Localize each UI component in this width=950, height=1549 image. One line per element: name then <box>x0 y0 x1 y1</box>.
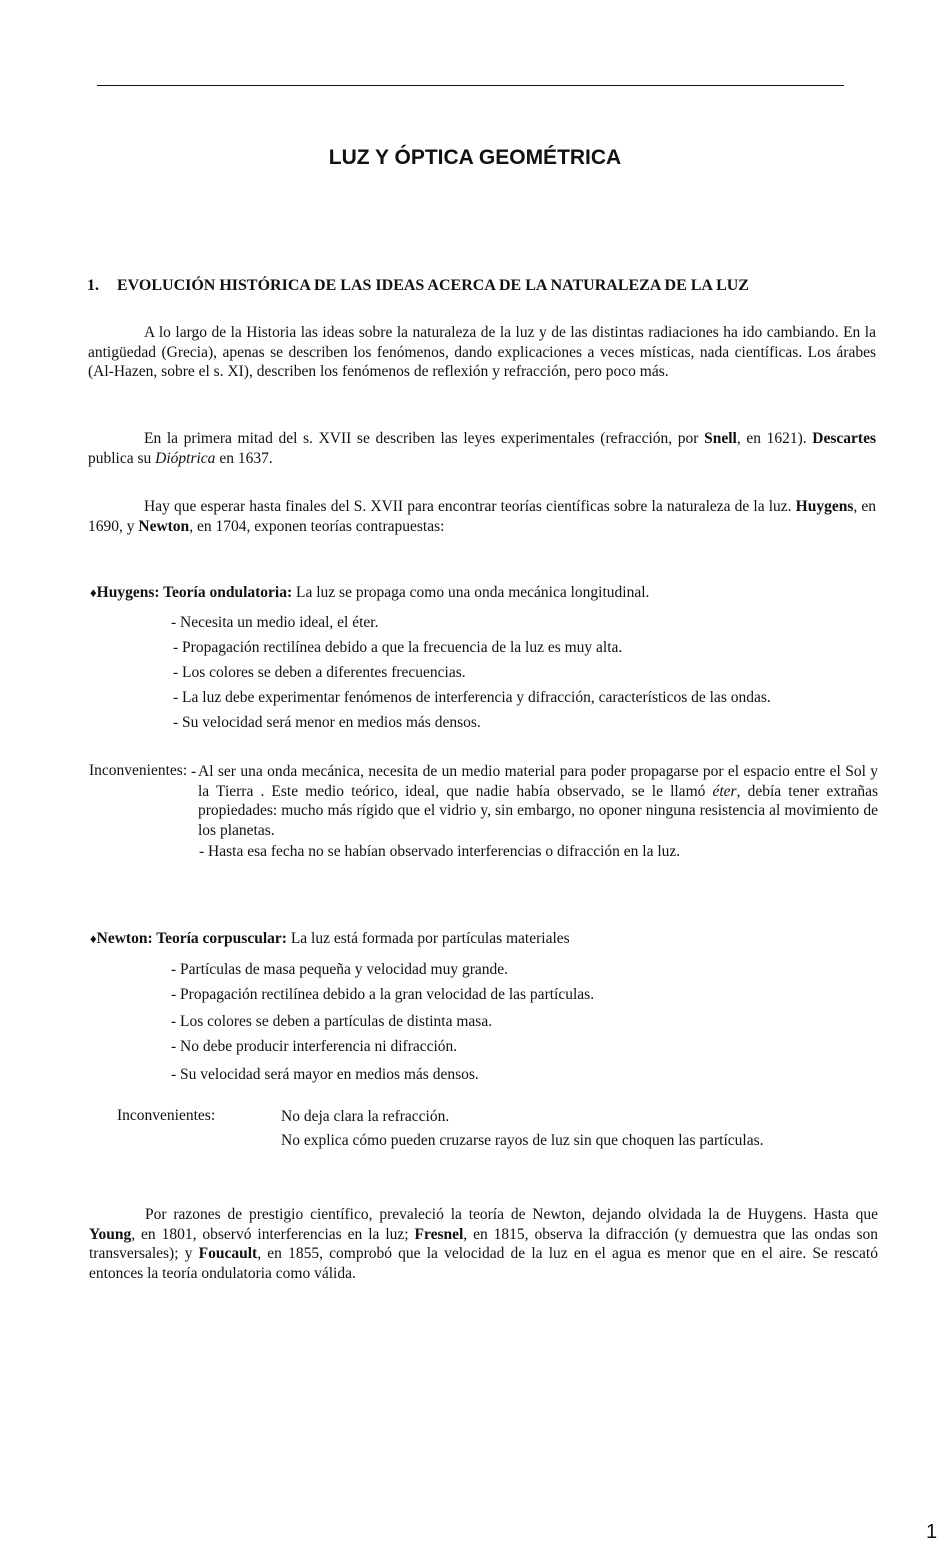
conclusion-paragraph: Por razones de prestigio científico, prevaleció la teoría de Newton, dejando olvidada la de Huygens. Hasta que Young, en 1801, observó interferencias en la luz; Fresnel, en 1815, observa la difracción (y demuestra que las ondas son transversales); y Foucault, en 1855, comprobó que la velocidad de la luz en el agua es menor que en el aire. Se rescató entonces la teoría ondulatoria como válida. <box>89 1206 878 1282</box>
diamond-bullet-icon: ♦ <box>90 931 97 946</box>
huygens-drawbacks-label: Inconvenientes: <box>89 762 188 779</box>
work-dioptrica: Dióptrica <box>155 449 216 467</box>
huygens-title: Huygens: Teoría ondulatoria: <box>96 584 293 601</box>
list-item: - Partículas de masa pequeña y velocidad muy grande. <box>171 961 509 978</box>
intro-paragraph-2: En la primera mitad del s. XVII se describen las leyes experimentales (refracción, por Snell, en 1621). Descartes publica su Dióptrica en 1637. <box>88 430 876 467</box>
name-newton: Newton <box>138 517 190 535</box>
newton-drawbacks-list <box>281 1107 763 1155</box>
section-title: EVOLUCIÓN HISTÓRICA DE LAS IDEAS ACERCA DE LA NATURALEZA DE LA LUZ <box>117 277 749 294</box>
intro-paragraph-1: A lo largo de la Historia las ideas sobre la naturaleza de la luz y de las distintas radiaciones ha ido cambiando. En la antigüedad (Grecia), apenas se describen los fenómenos, dando explicaciones a veces místicas, nada científicas. Los árabes (Al-Hazen, sobre el s. XI), describen los fenómenos de reflexión y refracción, pero poco más. <box>88 324 876 380</box>
newton-title: Newton: Teoría corpuscular: <box>96 930 287 947</box>
name-foucault: Foucault <box>198 1245 258 1262</box>
huygens-summary: La luz se propaga como una onda mecánica longitudinal. <box>292 584 650 601</box>
page-number: 1 <box>926 1521 938 1543</box>
name-snell: Snell <box>704 430 737 447</box>
huygens-drawback-1: - Al ser una onda mecánica, necesita de un medio material para poder propagarse por el espacio entre el Sol y la Tierra . Este medio teórico, ideal, que nadie había observado, se le llamó éter, debía tener extrañas propiedades: mucho más rígido que el vidrio y, sin embargo, no oponer ninguna resistencia al movimiento de los planetas. <box>191 763 878 839</box>
huygens-theory-heading <box>90 584 649 602</box>
list-item: - Propagación rectilínea debido a la gran velocidad de las partículas. <box>171 986 595 1003</box>
term-eter: éter <box>712 782 737 800</box>
header-rule <box>97 85 844 86</box>
list-item: - Necesita un medio ideal, el éter. <box>171 614 379 631</box>
list-item: - La luz debe experimentar fenómenos de interferencia y difracción, característicos de las ondas. <box>173 689 771 706</box>
newton-points-list <box>171 957 594 1087</box>
newton-theory-heading <box>90 930 570 948</box>
list-item: - Los colores se deben a diferentes frecuencias. <box>173 664 466 681</box>
list-item: No explica cómo pueden cruzarse rayos de luz sin que choquen las partículas. <box>281 1132 764 1149</box>
newton-summary: La luz está formada por partículas materiales <box>286 930 570 947</box>
list-item: - No debe producir interferencia ni difracción. <box>171 1038 458 1055</box>
list-item: - Su velocidad será menor en medios más densos. <box>173 714 481 731</box>
name-young: Young <box>89 1225 132 1243</box>
newton-drawbacks-label: Inconvenientes: <box>117 1107 216 1124</box>
intro-paragraph-3: Hay que esperar hasta finales del S. XVII para encontrar teorías científicas sobre la naturaleza de la luz. Huygens, en 1690, y Newton, en 1704, exponen teorías contrapuestas: <box>88 498 876 535</box>
section-number: 1. <box>87 277 99 294</box>
page-title: LUZ Y ÓPTICA GEOMÉTRICA <box>328 146 622 169</box>
list-item: - Propagación rectilínea debido a que la frecuencia de la luz es muy alta. <box>173 639 623 656</box>
section-heading <box>87 277 749 295</box>
name-fresnel: Fresnel <box>414 1225 464 1243</box>
name-huygens: Huygens <box>795 498 854 515</box>
huygens-points-list <box>171 610 771 735</box>
list-item: - Su velocidad será mayor en medios más densos. <box>171 1066 479 1083</box>
list-item: No deja clara la refracción. <box>281 1108 450 1125</box>
name-descartes: Descartes <box>812 430 876 447</box>
list-item: - Los colores se deben a partículas de distinta masa. <box>171 1013 493 1030</box>
huygens-drawback-2: - Hasta esa fecha no se habían observado interferencias o difracción en la luz. <box>199 843 681 860</box>
diamond-bullet-icon: ♦ <box>90 585 97 600</box>
